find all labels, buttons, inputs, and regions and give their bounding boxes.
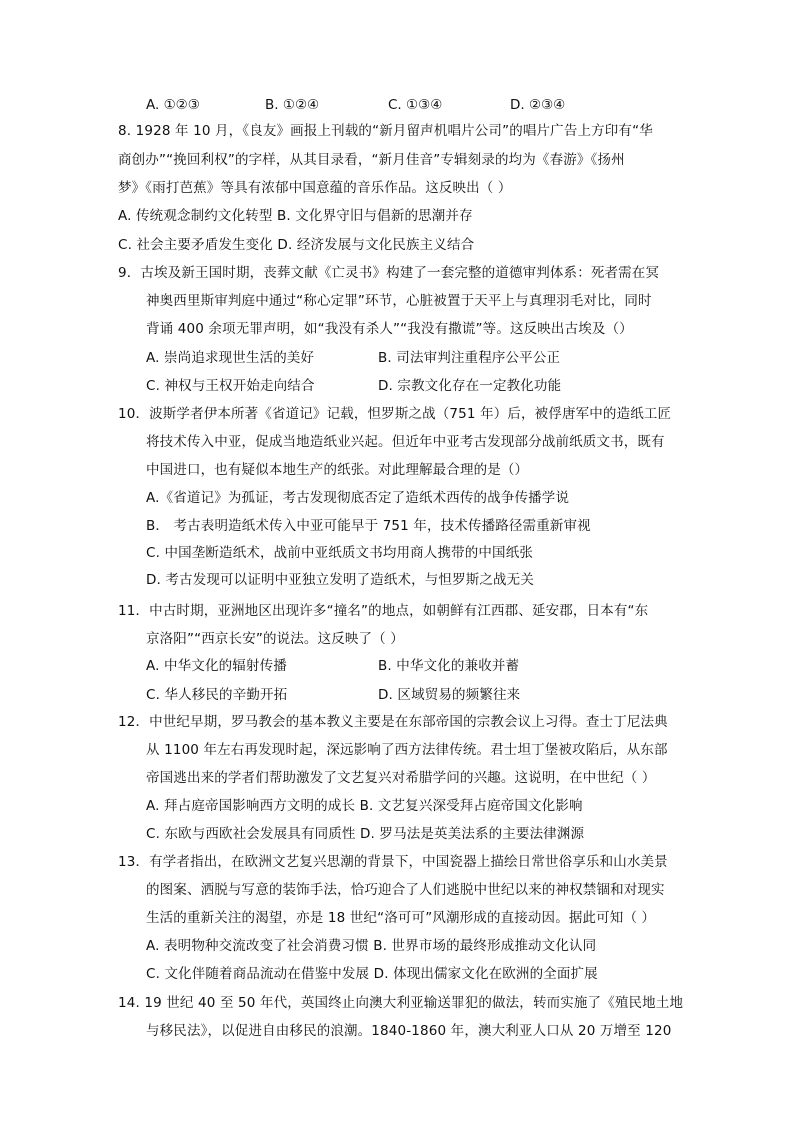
answer-option: B. 司法审判注重程序公平公正 (378, 350, 561, 366)
question-stem-line: 神奥西里斯审判庭中通过“称心定罪”环节，心脏被置于天平上与真理羽毛对比，同时 (146, 293, 652, 309)
answer-option: C. 华人移民的辛勤开拓 (146, 687, 288, 703)
answer-option: B. 中华文化的兼收并蓄 (378, 658, 520, 674)
question-stem-line: 14. 19 世纪 40 至 50 年代，英国终止向澳大利亚输送罪犯的做法，转而实施了《殖民地土地 (118, 995, 684, 1011)
answer-option: D. 考古发现可以证明中亚独立发明了造纸术，与怛罗斯之战无关 (146, 572, 534, 588)
question-stem-line: 从 1100 年左右再发现时起，深远影响了西方法律传统。君士坦丁堡被攻陷后，从东部 (146, 742, 668, 758)
question-stem-line: 10．波斯学者伊本所著《省道记》记载，怛罗斯之战（751 年）后，被俘唐军中的造纸工匠 (118, 406, 672, 422)
question-stem-line: 将技术传入中亚，促成当地造纸业兴起。但近年中亚考古发现部分战前纸质文书，既有 (146, 434, 665, 450)
question-stem-line: 8. 1928 年 10 月，《良友》画报上刊载的“新月留声机唱片公司”的唱片广告上方印有“华 (118, 123, 653, 139)
answer-option: B． 考古表明造纸术传入中亚可能早于 751 年，技术传播路径需重新审视 (146, 518, 591, 534)
question-stem-line: 11．中古时期，亚洲地区出现许多“撞名”的地点，如朝鲜有江西郡、延安郡，日本有“东 (118, 603, 649, 619)
option-c: C. ①③④ (388, 97, 443, 113)
answer-option: A. 中华文化的辐射传播 (146, 658, 287, 674)
question-stem-line: 梦》《雨打芭蕉》等具有浓郁中国意蕴的音乐作品。这反映出（ ） (118, 180, 512, 196)
question-stem-line: 9．古埃及新王国时期，丧葬文献《亡灵书》构建了一套完整的道德审判体系：死者需在冥 (118, 265, 660, 281)
answer-option: C. 神权与王权开始走向结合 (146, 378, 315, 394)
answer-option: A. 崇尚追求现世生活的美好 (146, 350, 315, 366)
answer-option: A. 拜占庭帝国影响西方文明的成长 B. 文艺复兴深受拜占庭帝国文化影响 (146, 798, 583, 814)
question-stem-line: 商创办”“挽回利权”的字样，从其目录看，“新月佳音”专辑刻录的均为《春游》《扬州 (118, 152, 625, 168)
answer-option: A.《省道记》为孤证，考古发现彻底否定了造纸术西传的战争传播学说 (146, 490, 570, 506)
question-stem-line: 12．中世纪早期，罗马教会的基本教义主要是在东部帝国的宗教会议上习得。查士丁尼法典 (118, 714, 668, 730)
answer-option: A. 表明物种交流改变了社会消费习惯 B. 世界市场的最终形成推动文化认同 (146, 938, 597, 954)
option-b: B. ①②④ (265, 97, 320, 113)
answer-option: C. 东欧与西欧社会发展具有同质性 D. 罗马法是英美法系的主要法律渊源 (146, 826, 585, 842)
question-stem-line: 生活的重新关注的渴望，亦是 18 世纪“洛可可”风潮形成的直接动因。据此可知（ ） (146, 910, 656, 926)
question-stem-line: 与移民法》，以促进自由移民的浪潮。1840-1860 年，澳大利亚人口从 20 万增至 120 (146, 1023, 672, 1039)
option-a: A. ①②③ (146, 97, 200, 113)
question-stem-line: 中国进口，也有疑似本地生产的纸张。对此理解最合理的是（） (146, 462, 529, 478)
question-stem-line: 背诵 400 余项无罪声明，如“我没有杀人”“我没有撒谎”等。这反映出古埃及（） (146, 321, 633, 337)
question-stem-line: 13．有学者指出，在欧洲文艺复兴思潮的背景下，中国瓷器上描绘日常世俗享乐和山水美景 (118, 854, 668, 870)
option-d: D. ②③④ (510, 97, 566, 113)
question-stem-line: 京洛阳”“西京长安”的说法。这反映了（ ） (146, 631, 404, 647)
answer-option: A. 传统观念制约文化转型 B. 文化界守旧与倡新的思潮并存 (118, 208, 473, 224)
question-stem-line: 的图案、洒脱与写意的装饰手法，恰巧迎合了人们逃脱中世纪以来的神权禁锢和对现实 (146, 882, 665, 898)
answer-option: D. 宗教文化存在一定教化功能 (378, 378, 562, 394)
answer-option: D. 区域贸易的频繁往来 (378, 687, 521, 703)
question-stem-line: 帝国逃出来的学者们帮助激发了文艺复兴对希腊学问的兴趣。这说明，在中世纪（ ） (146, 770, 656, 786)
answer-option: C. 中国垄断造纸术，战前中亚纸质文书均用商人携带的中国纸张 (146, 545, 534, 561)
answer-option: C. 文化伴随着商品流动在借鉴中发展 D. 体现出儒家文化在欧洲的全面扩展 (146, 966, 598, 982)
answer-option: C. 社会主要矛盾发生变化 D. 经济发展与文化民族主义结合 (118, 237, 475, 253)
